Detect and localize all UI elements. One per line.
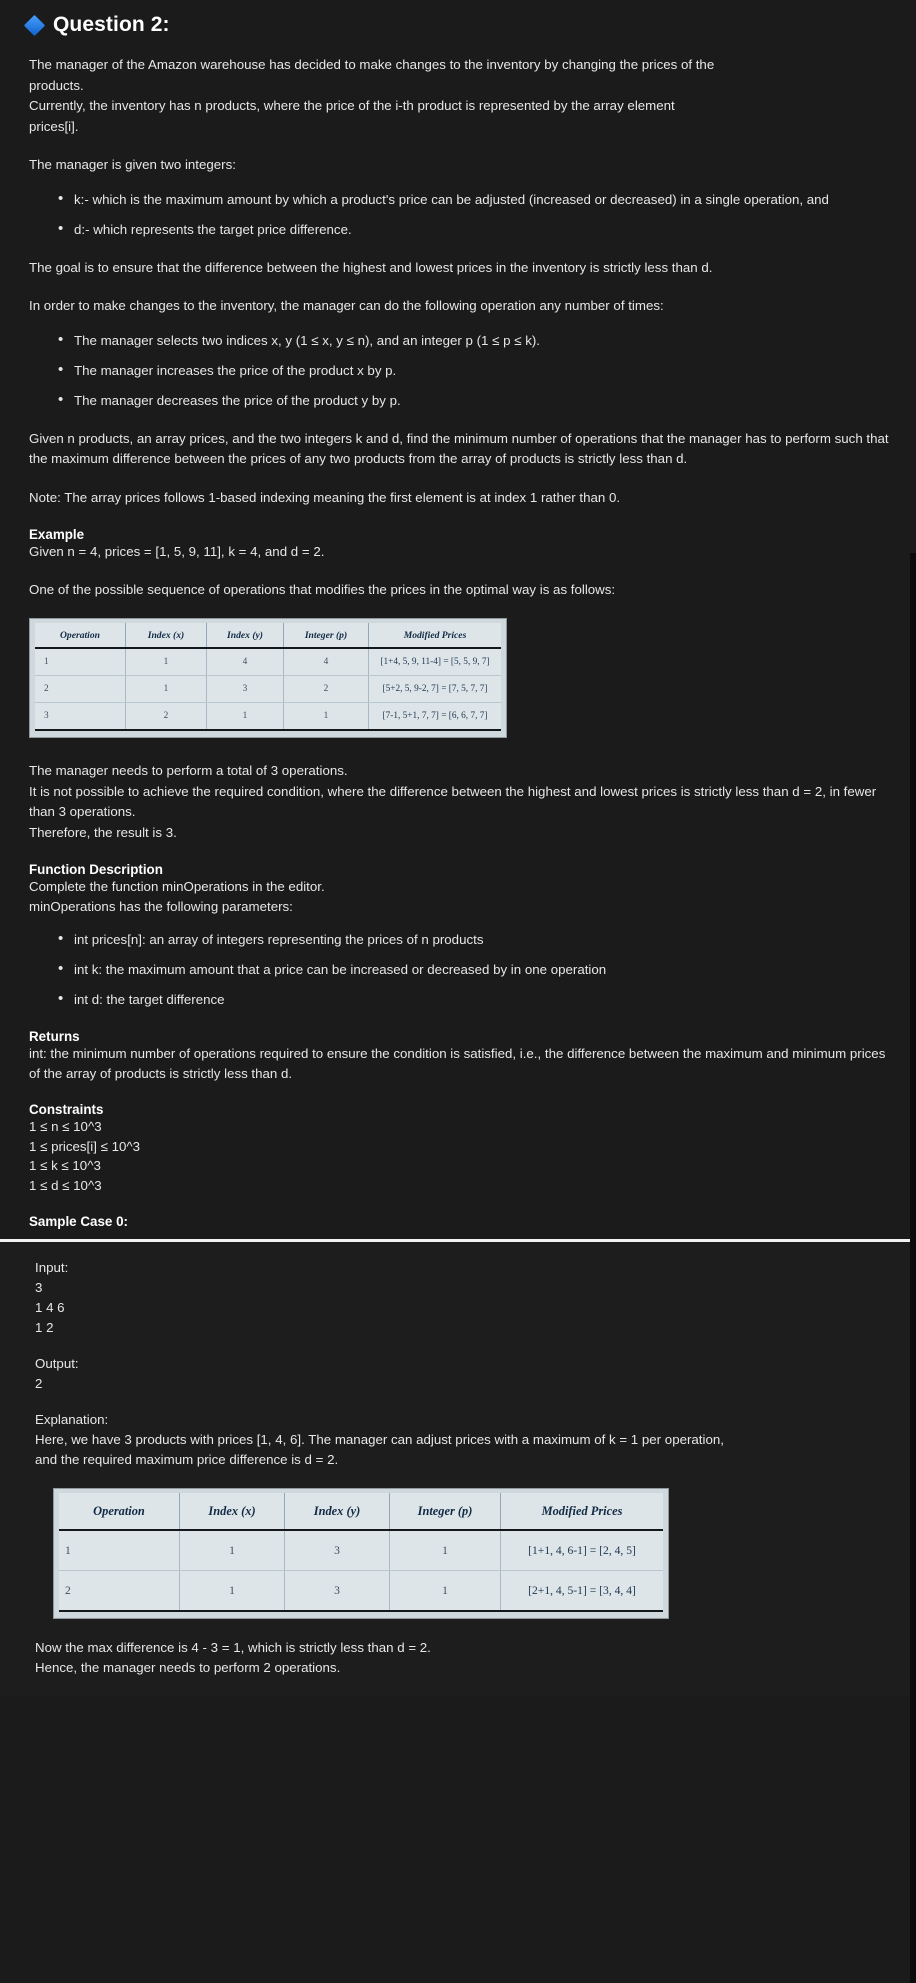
spacer: [35, 1394, 889, 1410]
question-body: [0, 55, 916, 1229]
cell-integer-p: 2: [284, 676, 369, 703]
list-item-select-indices: • The manager selects two indices x, y (1 ≤ x, y ≤ n), and an integer p (1 ≤ p ≤ k).: [74, 330, 889, 351]
explanation-line-2: and the required maximum price difference is d = 2.: [35, 1452, 339, 1467]
explanation-label: Explanation:: [35, 1412, 109, 1427]
task-paragraph: Given n products, an array prices, and the two integers k and d, find the minimum number of operations that the manager has to perform such that the maximum difference between the prices of any two products from the array of products is strictly less than d.: [29, 430, 889, 466]
col-operation: Operation: [59, 1493, 180, 1530]
returns-heading: Returns: [29, 1029, 80, 1044]
conclusion-line-2: It is not possible to achieve the required condition, where the difference between the highest and lowest prices is strictly less than d = 2, in fewer than 3 operations.: [29, 783, 877, 819]
explanation-line-1: Here, we have 3 products with prices [1, 4, 6]. The manager can adjust prices with a maximum of k = 1 per operation,: [35, 1432, 724, 1447]
list-item-k: • k:- which is the maximum amount by which a product's price can be adjusted (increased or decreased) in a single operation, and: [74, 189, 889, 210]
cell-index-y: 4: [207, 648, 284, 676]
constraint-prices: 1 ≤ prices[i] ≤ 10^3: [29, 1138, 141, 1154]
right-edge-bar-top: [910, 553, 916, 1170]
blue-diamond-icon: [24, 14, 45, 35]
input-line-2: 1 4 6: [35, 1300, 65, 1315]
example-operations-table: [35, 623, 501, 731]
page-title: Question 2:: [53, 13, 170, 36]
param-k: • int k: the maximum amount that a price can be increased or decreased by in one operation: [74, 959, 889, 980]
col-index-y: Index (y): [285, 1493, 390, 1530]
list-item-increase-price: • The manager increases the price of the product x by p.: [74, 360, 889, 381]
returns-text: int: the minimum number of operations required to ensure the condition is satisfied, i.e., the difference between the maximum and minimum prices of the array of products is strictly less than d.: [29, 1046, 886, 1081]
cell-operation: 1: [59, 1530, 180, 1571]
right-edge-bar-bottom: [910, 1170, 916, 1983]
output-line-1: 2: [35, 1376, 43, 1391]
constraint-k: 1 ≤ k ≤ 10^3: [29, 1158, 101, 1173]
example-lead: One of the possible sequence of operations that modifies the prices in the optimal way is as follows:: [29, 581, 616, 597]
cell-integer-p: 1: [390, 1571, 501, 1612]
cell-operation: 1: [35, 648, 126, 676]
param-prices: • int prices[n]: an array of integers representing the prices of n products: [74, 929, 889, 950]
function-parameters-list: [29, 929, 889, 1010]
function-description-line-1: Complete the function minOperations in the editor.: [29, 879, 325, 894]
question-header: [0, 0, 916, 37]
cell-modified-prices: [1+1, 4, 6-1] = [2, 4, 5]: [501, 1530, 664, 1571]
cell-index-x: 1: [180, 1530, 285, 1571]
cell-modified-prices: [2+1, 4, 5-1] = [3, 4, 4]: [501, 1571, 664, 1612]
example-operations-table-image: [29, 618, 507, 738]
example-given: Given n = 4, prices = [1, 5, 9, 11], k = 4, and d = 2.: [29, 544, 325, 559]
sample-footer-line-1: Now the max difference is 4 - 3 = 1, which is strictly less than d = 2.: [35, 1640, 431, 1655]
operation-intro-paragraph: In order to make changes to the inventory, the manager can do the following operation any number of times:: [29, 298, 664, 313]
table-header-row: [35, 623, 501, 648]
sample-operations-table-image: [53, 1488, 669, 1619]
constraint-n: 1 ≤ n ≤ 10^3: [29, 1119, 102, 1134]
param-d: • int d: the target difference: [74, 989, 889, 1010]
cell-index-x: 1: [126, 648, 207, 676]
intro-line-1: The manager of the Amazon warehouse has decided to make changes to the inventory by changing the prices of the: [29, 57, 715, 72]
intro-line-4: prices[i].: [29, 118, 79, 134]
given-integers-list: [29, 189, 889, 240]
conclusion-line-3: Therefore, the result is 3.: [29, 824, 177, 840]
cell-operation: 3: [35, 703, 126, 731]
table-row: [35, 648, 501, 676]
cell-index-y: 3: [285, 1571, 390, 1612]
goal-paragraph: The goal is to ensure that the difference between the highest and lowest prices in the inventory is strictly less than d.: [29, 259, 713, 275]
cell-index-y: 3: [207, 676, 284, 703]
constraint-d: 1 ≤ d ≤ 10^3: [29, 1177, 102, 1193]
input-line-1: 3: [35, 1280, 43, 1295]
sample-case-content: [0, 1258, 916, 1678]
function-description-heading: Function Description: [29, 862, 163, 877]
cell-index-y: 1: [207, 703, 284, 731]
output-label: Output:: [35, 1356, 79, 1371]
col-modified-prices: Modified Prices: [501, 1493, 664, 1530]
col-index-x: Index (x): [180, 1493, 285, 1530]
spacer: [35, 1338, 889, 1354]
operations-list: [29, 330, 889, 411]
cell-index-y: 3: [285, 1530, 390, 1571]
intro-line-3: Currently, the inventory has n products, where the price of the i-th product is represented by the array element: [29, 98, 675, 113]
cell-integer-p: 1: [284, 703, 369, 731]
table-row: [35, 676, 501, 703]
sample-footer-line-2: Hence, the manager needs to perform 2 operations.: [35, 1660, 341, 1675]
col-operation: Operation: [35, 623, 126, 648]
example-conclusion: [29, 761, 889, 843]
function-description-line-2: minOperations has the following parameters:: [29, 898, 293, 914]
cell-integer-p: 1: [390, 1530, 501, 1571]
col-index-x: Index (x): [126, 623, 207, 648]
input-label: Input:: [35, 1260, 69, 1275]
sample-case-block: [0, 1242, 916, 1696]
input-line-3: 1 2: [35, 1320, 54, 1335]
cell-operation: 2: [59, 1571, 180, 1612]
col-integer-p: Integer (p): [284, 623, 369, 648]
table-row: [59, 1571, 663, 1612]
list-item-d: • d:- which represents the target price difference.: [74, 219, 889, 240]
example-heading: Example: [29, 527, 85, 542]
cell-index-x: 1: [126, 676, 207, 703]
col-index-y: Index (y): [207, 623, 284, 648]
col-integer-p: Integer (p): [390, 1493, 501, 1530]
intro-paragraph: [29, 55, 889, 137]
table-row: [35, 703, 501, 731]
list-item-decrease-price: • The manager decreases the price of the product y by p.: [74, 390, 889, 411]
sample-operations-table: [59, 1493, 663, 1612]
spacer: [35, 1624, 889, 1638]
cell-index-x: 2: [126, 703, 207, 731]
conclusion-line-1: The manager needs to perform a total of 3 operations.: [29, 763, 348, 778]
cell-modified-prices: [1+4, 5, 9, 11-4] = [5, 5, 9, 7]: [369, 648, 502, 676]
cell-index-x: 1: [180, 1571, 285, 1612]
cell-modified-prices: [5+2, 5, 9-2, 7] = [7, 5, 7, 7]: [369, 676, 502, 703]
note-paragraph: Note: The array prices follows 1-based indexing meaning the first element is at index 1 rather than 0.: [29, 489, 621, 505]
constraints-heading: Constraints: [29, 1102, 104, 1117]
intro-line-2: products.: [29, 77, 84, 93]
table-row: [59, 1530, 663, 1571]
cell-operation: 2: [35, 676, 126, 703]
table-header-row: [59, 1493, 663, 1530]
given-integers-intro: The manager is given two integers:: [29, 157, 236, 172]
cell-integer-p: 4: [284, 648, 369, 676]
sample-case-heading: Sample Case 0:: [29, 1214, 128, 1229]
col-modified-prices: Modified Prices: [369, 623, 502, 648]
cell-modified-prices: [7-1, 5+1, 7, 7] = [6, 6, 7, 7]: [369, 703, 502, 731]
